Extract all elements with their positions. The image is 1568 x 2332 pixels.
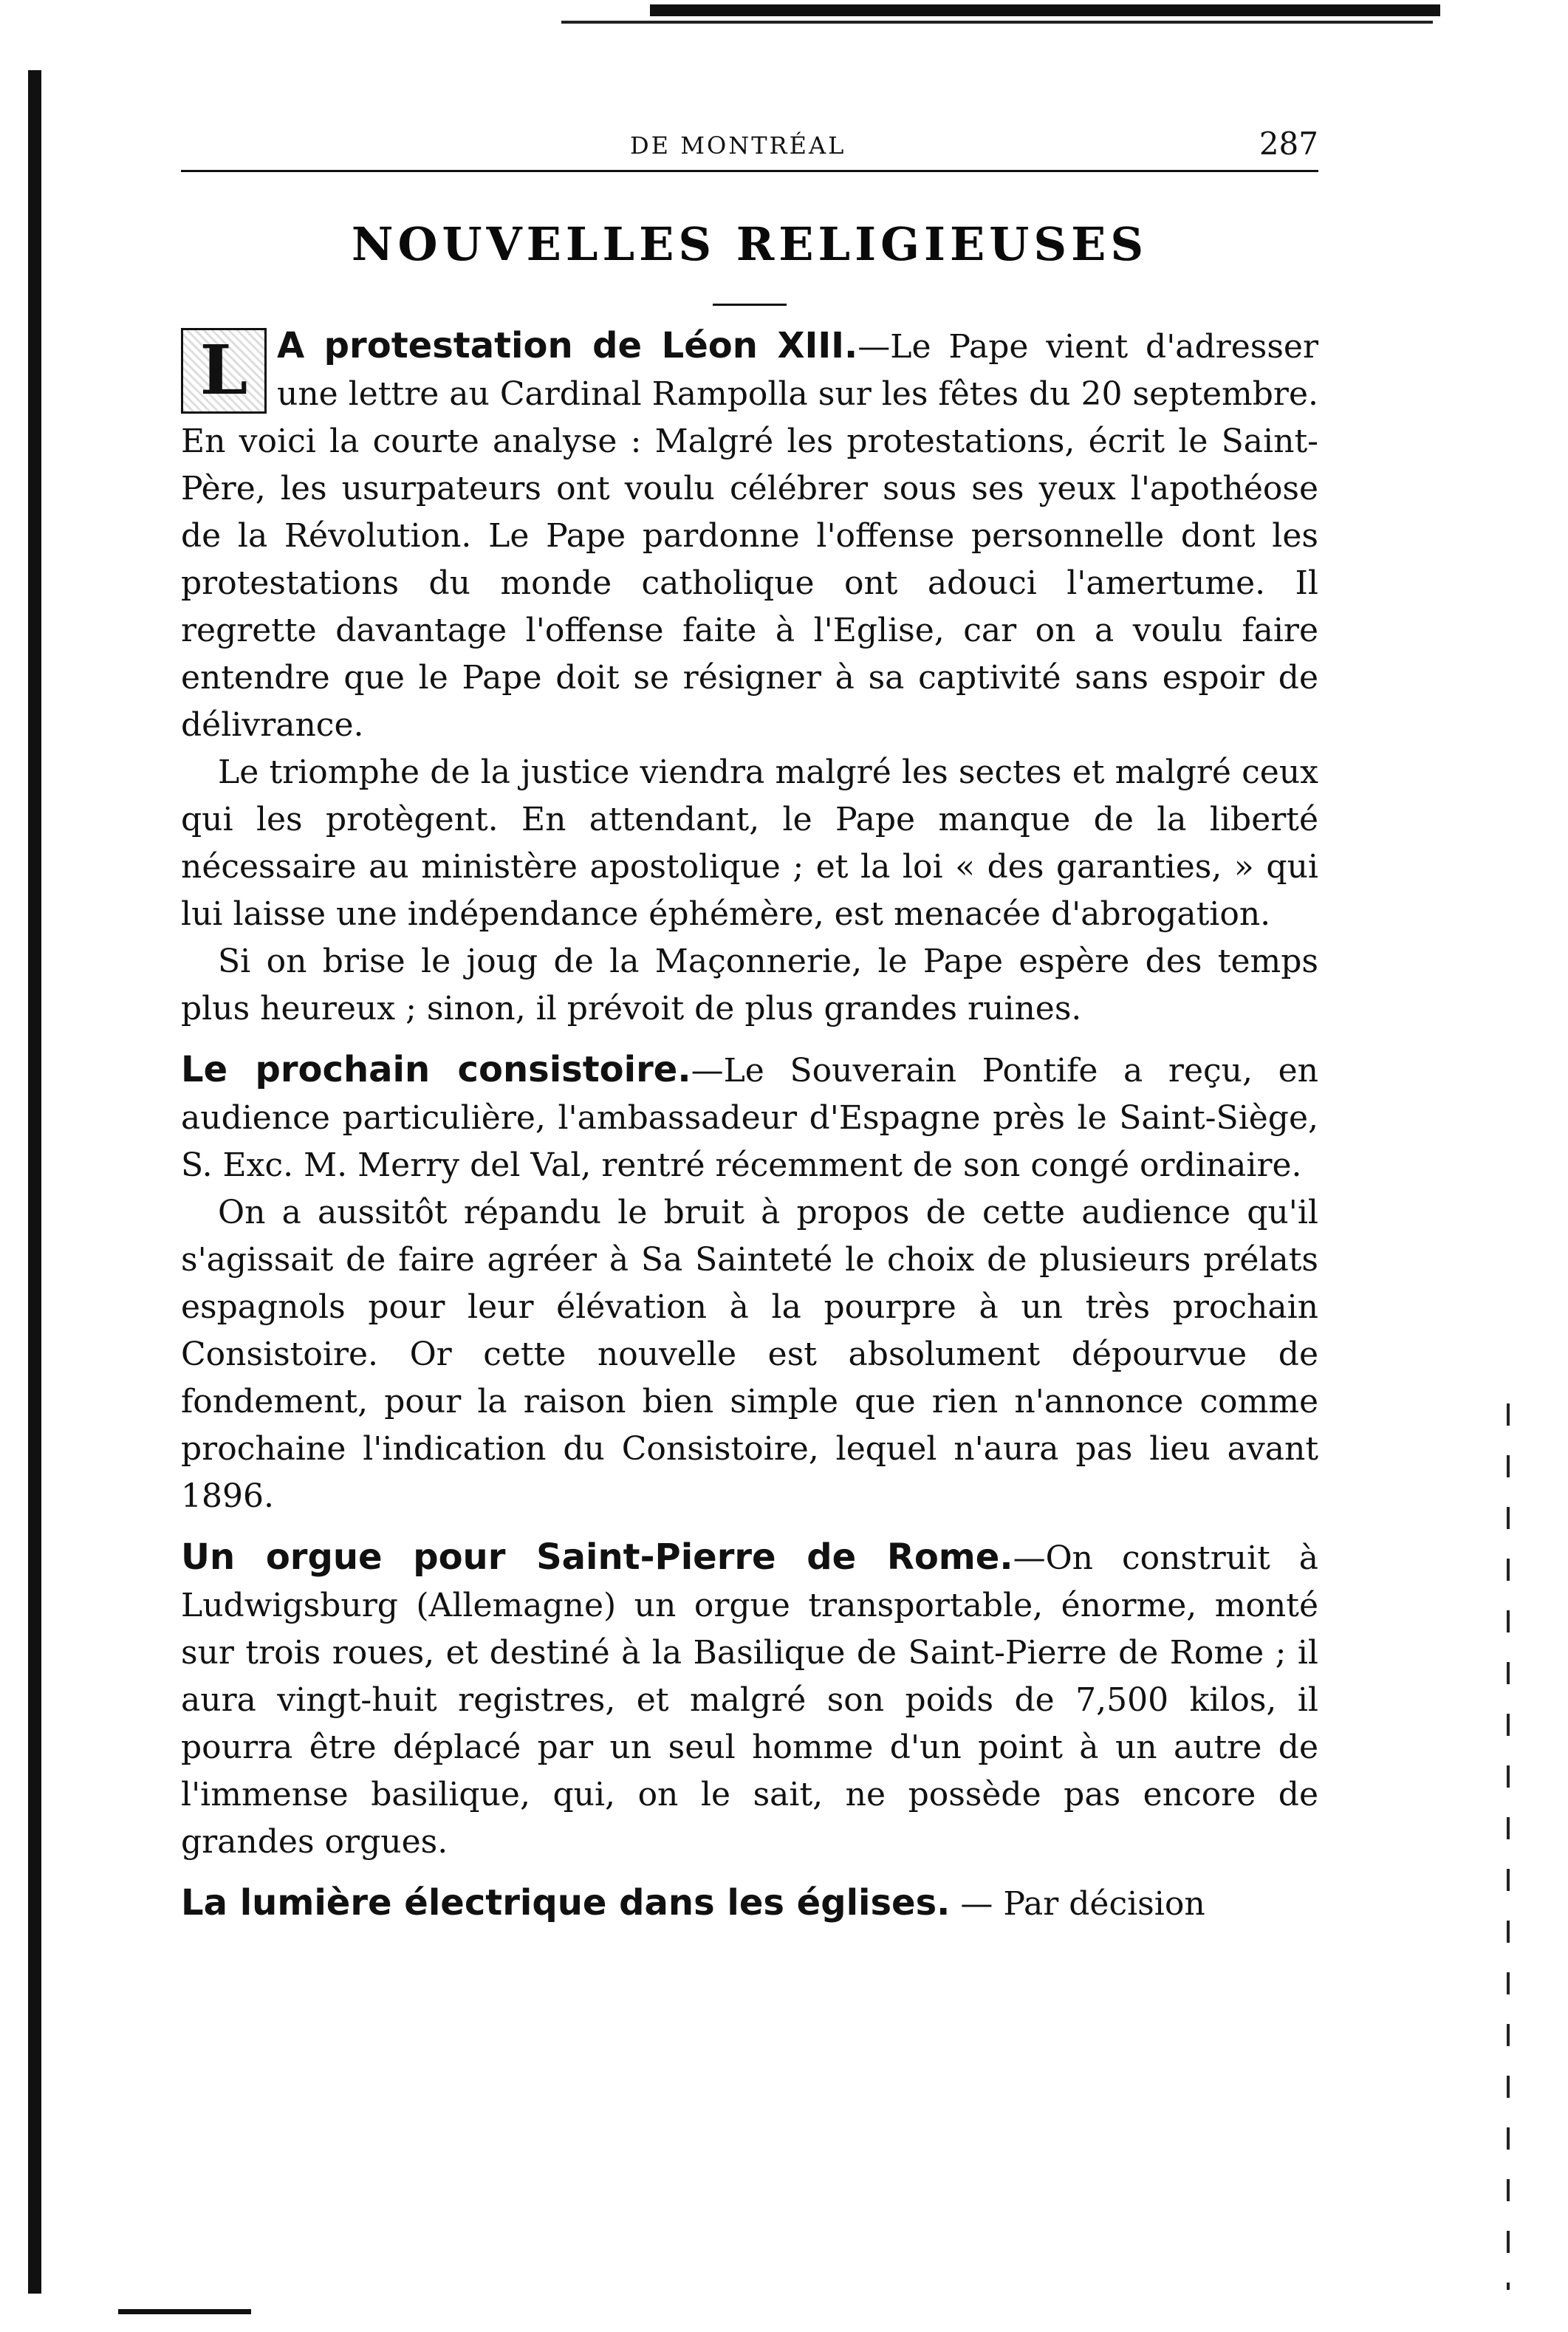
paragraph: On a aussitôt répandu le bruit à propos de cette audience qu'il s'agissait de faire agréer à Sa Sainteté le choix de plusieurs prélats espagnols pour leur élévation à la pourpre à un très prochain Consistoire. Or cette nouvelle est absolument dépourvue de fondement, pour la raison bien simple que rien n'annonce comme prochaine l'indication du Consistoire, lequel n'aura pas lieu avant 1896. bbox=[181, 1194, 1318, 1515]
section-divider bbox=[713, 304, 787, 306]
article-text: — Par décision bbox=[950, 1885, 1205, 1923]
article-consistoire bbox=[181, 1046, 1318, 1189]
article-text: —On construit à Ludwigsburg (Allemagne) un orgue transportable, énorme, monté sur trois roues, et destiné à la Basilique de Saint-Pierre de Rome ; il aura vingt-huit registres, et malgré son poids de 7,500 kilos, il pourra être déplacé par un seul homme d'un point à un autre de l'immense basilique, qui, on le sait, ne possède pas encore de grandes orgues. bbox=[181, 1539, 1318, 1861]
scan-edge-right bbox=[1507, 1403, 1510, 2290]
paragraph: Si on brise le joug de la Maçonnerie, le Pape espère des temps plus heureux ; sinon, il prévoit de plus grandes ruines. bbox=[181, 943, 1318, 1027]
article-text: —Le Pape vient d'adresser une lettre au Cardinal Rampolla sur les fêtes du 20 septembre. En voici la courte analyse : Malgré les protestations, écrit le Saint-Père, les usurpateurs ont voulu célébrer sous ses yeux l'apothéose de la Révolution. Le Pape pardonne l'offense personnelle dont les protestations du monde catholique ont adouci l'amertume. Il regrette davantage l'offense faite à l'Eglise, car on a voulu faire entendre que le Pape doit se résigner à sa captivité sans espoir de délivrance. bbox=[181, 328, 1318, 744]
article-orgue bbox=[181, 1533, 1318, 1866]
article-title: Un orgue pour Saint-Pierre de Rome. bbox=[181, 1536, 1013, 1578]
page-header bbox=[181, 111, 1318, 170]
header-rule bbox=[181, 170, 1318, 172]
scan-edge-bottom bbox=[118, 2309, 251, 2314]
dropcap-letter: L bbox=[199, 330, 248, 410]
article-title: Le prochain consistoire. bbox=[181, 1049, 691, 1090]
scan-edge-left bbox=[28, 70, 41, 2294]
section-title: NOUVELLES RELIGIEUSES bbox=[351, 217, 1148, 271]
article-body bbox=[181, 322, 1318, 1928]
page-number: 287 bbox=[1259, 126, 1318, 162]
article-text: —Le Souverain Pontife a reçu, en audience particulière, l'ambassadeur d'Espagne près le Saint-Siège, S. Exc. M. Merry del Val, rentré récemment de son congé ordinaire. bbox=[181, 1052, 1319, 1184]
scan-edge-top bbox=[650, 4, 1440, 16]
paragraph: Le triomphe de la justice viendra malgré les sectes et malgré ceux qui les protègent. En attendant, le Pape manque de la liberté nécessaire au ministère apostolique ; et la loi « des garanties, » qui lui laisse une indépendance éphémère, est menacée d'abrogation. bbox=[181, 753, 1318, 933]
dropcap bbox=[181, 328, 267, 414]
scan-edge-top-thin bbox=[561, 21, 1433, 24]
article-title: A protestation de Léon XIII. bbox=[277, 325, 858, 366]
running-title: DE MONTRÉAL bbox=[630, 131, 846, 160]
article-title: La lumière électrique dans les églises. bbox=[181, 1882, 951, 1924]
page bbox=[181, 111, 1318, 1928]
article-lumiere bbox=[181, 1879, 1318, 1928]
article-protestation bbox=[181, 322, 1318, 749]
